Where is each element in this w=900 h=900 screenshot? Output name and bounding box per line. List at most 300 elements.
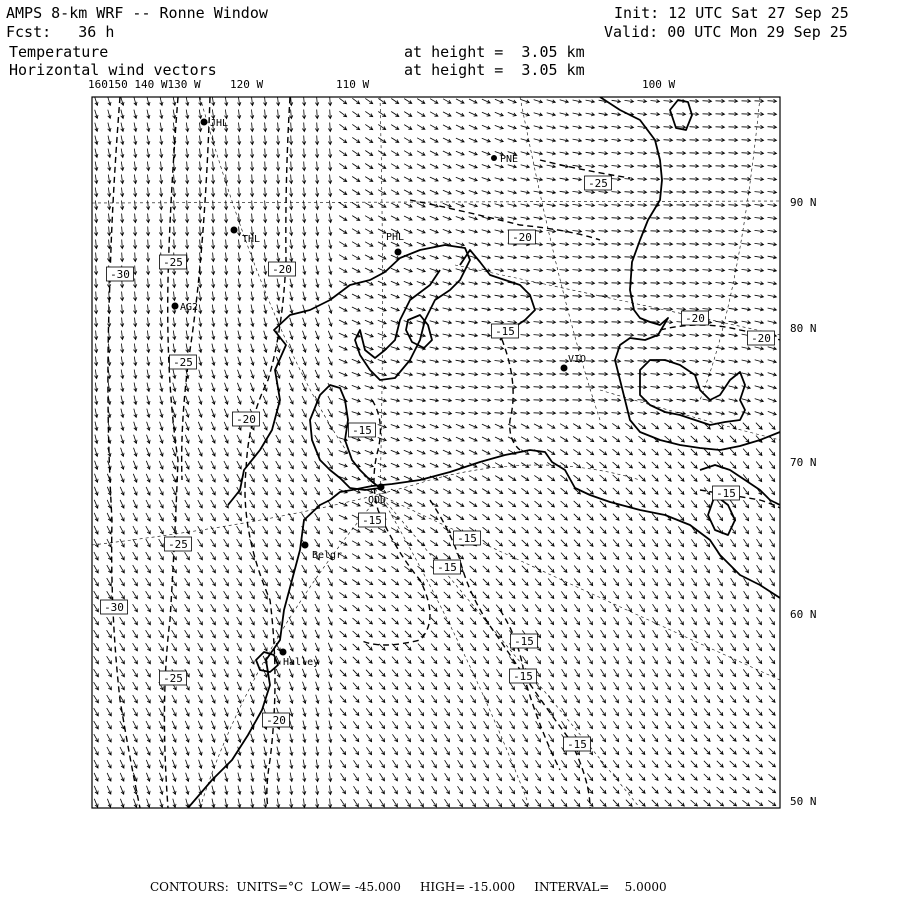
- wind-arrow: [521, 476, 528, 481]
- wind-arrow: [573, 152, 582, 155]
- wind-arrow: [121, 383, 124, 392]
- wind-arrow: [316, 734, 319, 743]
- wind-arrow: [756, 643, 761, 650]
- wind-arrow: [431, 708, 436, 715]
- wind-arrow: [134, 149, 137, 158]
- wind-arrow: [677, 203, 686, 206]
- wind-arrow: [640, 591, 645, 598]
- wind-arrow: [768, 230, 777, 233]
- wind-arrow: [457, 579, 464, 585]
- wind-arrow: [378, 528, 386, 532]
- wind-arrow: [638, 359, 647, 362]
- wind-arrow: [94, 786, 98, 794]
- wind-arrow: [160, 175, 163, 184]
- wind-arrow: [404, 99, 412, 104]
- wind-arrow: [639, 449, 646, 455]
- wind-arrow: [523, 747, 528, 755]
- wind-arrow: [185, 201, 188, 210]
- wind-arrow: [586, 191, 595, 194]
- wind-arrow: [508, 126, 516, 130]
- wind-arrow: [458, 799, 463, 806]
- wind-arrow: [159, 617, 164, 625]
- wind-arrow: [316, 318, 320, 327]
- wind-arrow: [742, 321, 751, 324]
- wind-arrow: [625, 423, 632, 428]
- wind-arrow: [677, 399, 686, 402]
- wind-arrow: [443, 99, 451, 103]
- wind-arrow: [509, 527, 516, 533]
- wind-arrow: [353, 683, 359, 690]
- wind-arrow: [172, 734, 176, 742]
- wind-arrow: [755, 204, 764, 207]
- contour-label: -15: [457, 532, 477, 545]
- wind-arrow: [443, 177, 451, 181]
- wind-arrow: [742, 243, 751, 246]
- wind-arrow: [510, 734, 515, 742]
- wind-arrow: [508, 139, 517, 142]
- wind-arrow: [626, 761, 632, 768]
- wind-arrow: [626, 488, 632, 494]
- wind-arrow: [404, 125, 412, 130]
- wind-arrow: [302, 383, 306, 391]
- wind-arrow: [535, 514, 542, 520]
- station-label-thl: THL: [242, 234, 261, 245]
- wind-arrow: [419, 760, 424, 768]
- wind-arrow: [469, 138, 477, 142]
- wind-arrow: [198, 591, 203, 599]
- wind-arrow: [290, 799, 293, 808]
- wind-arrow: [315, 539, 320, 547]
- wind-arrow: [444, 592, 450, 598]
- wind-arrow: [302, 669, 306, 677]
- wind-arrow: [521, 100, 529, 104]
- wind-arrow: [159, 500, 163, 508]
- wind-arrow: [224, 201, 227, 210]
- wind-arrow: [574, 527, 580, 533]
- wind-arrow: [94, 578, 99, 586]
- wind-arrow: [417, 164, 425, 168]
- wind-arrow: [445, 734, 450, 742]
- wind-arrow: [186, 97, 189, 106]
- wind-arrow: [456, 412, 465, 415]
- wind-arrow: [458, 760, 463, 768]
- wind-arrow: [756, 630, 761, 637]
- wind-arrow: [535, 592, 541, 599]
- wind-arrow: [456, 334, 465, 337]
- wind-arrow: [613, 774, 619, 781]
- wind-arrow: [160, 409, 163, 418]
- wind-arrow: [574, 760, 579, 767]
- wind-arrow: [289, 526, 294, 534]
- wind-arrow: [626, 565, 631, 572]
- wind-arrow: [378, 450, 386, 454]
- wind-arrow: [199, 344, 202, 353]
- wind-arrow: [339, 281, 347, 285]
- wind-arrow: [198, 461, 202, 469]
- wind-arrow: [495, 450, 503, 454]
- wind-arrow: [418, 657, 424, 664]
- wind-arrow: [238, 110, 241, 119]
- wind-arrow: [703, 255, 712, 258]
- wind-arrow: [717, 682, 722, 689]
- wind-arrow: [691, 449, 697, 455]
- wind-arrow: [352, 242, 360, 247]
- wind-arrow: [263, 370, 267, 378]
- wind-arrow: [417, 424, 425, 428]
- wind-arrow: [198, 227, 201, 236]
- wind-arrow: [508, 191, 517, 194]
- wind-arrow: [365, 98, 372, 103]
- wind-arrow: [471, 747, 476, 755]
- wind-arrow: [212, 253, 215, 262]
- wind-arrow: [212, 149, 215, 158]
- wind-arrow: [185, 591, 190, 599]
- wind-arrow: [316, 253, 319, 262]
- wind-arrow: [574, 553, 580, 560]
- wind-arrow: [339, 307, 347, 311]
- wind-arrow: [264, 266, 267, 275]
- wind-arrow: [147, 110, 150, 119]
- wind-arrow: [651, 255, 660, 258]
- wind-arrow: [172, 188, 175, 197]
- wind-arrow: [692, 578, 697, 586]
- wind-arrow: [691, 761, 697, 768]
- wind-arrow: [121, 123, 124, 132]
- wind-arrow: [769, 630, 774, 637]
- wind-arrow: [717, 436, 723, 442]
- wind-arrow: [212, 396, 216, 404]
- wind-arrow: [315, 513, 320, 521]
- wind-arrow: [211, 214, 214, 223]
- wind-arrow: [613, 449, 620, 455]
- wind-arrow: [625, 346, 634, 349]
- wind-arrow: [482, 373, 491, 376]
- wind-arrow: [614, 604, 619, 611]
- wind-arrow: [729, 243, 738, 246]
- wind-arrow: [560, 269, 569, 272]
- grounding-line: [228, 245, 470, 505]
- wind-arrow: [405, 721, 410, 728]
- wind-arrow: [339, 464, 347, 468]
- wind-arrow: [716, 282, 725, 285]
- wind-arrow: [95, 461, 98, 470]
- wind-arrow: [534, 385, 543, 388]
- wind-arrow: [379, 721, 384, 728]
- wind-arrow: [406, 773, 411, 781]
- wind-arrow: [560, 346, 569, 349]
- wind-arrow: [366, 670, 372, 677]
- wind-arrow: [770, 526, 775, 534]
- wind-arrow: [366, 631, 373, 637]
- wind-arrow: [768, 243, 777, 246]
- wind-arrow: [404, 347, 413, 350]
- wind-arrow: [303, 721, 306, 730]
- wind-arrow: [238, 799, 241, 808]
- wind-arrow: [432, 760, 437, 768]
- wind-arrow: [639, 488, 645, 495]
- wind-arrow: [523, 773, 528, 780]
- grid-line-70n: [600, 390, 780, 440]
- wind-arrow: [547, 204, 556, 207]
- wind-arrow: [430, 164, 438, 168]
- wind-arrow: [731, 578, 736, 586]
- wind-arrow: [692, 617, 697, 625]
- wind-arrow: [95, 474, 99, 482]
- wind-arrow: [430, 489, 438, 493]
- wind-arrow: [172, 721, 176, 729]
- wind-arrow: [315, 578, 319, 586]
- wind-arrow: [456, 99, 464, 103]
- wind-arrow: [94, 734, 98, 742]
- wind-arrow: [146, 565, 151, 573]
- wind-arrow: [303, 760, 306, 769]
- wind-arrow: [120, 747, 124, 755]
- wind-arrow: [469, 334, 478, 337]
- wind-arrow: [768, 386, 777, 389]
- wind-arrow: [160, 370, 163, 379]
- wind-arrow: [237, 474, 241, 482]
- wind-arrow: [212, 318, 215, 327]
- wind-arrow: [521, 411, 530, 414]
- wind-arrow: [639, 514, 645, 521]
- wind-arrow: [548, 501, 555, 507]
- wind-arrow: [744, 526, 749, 533]
- wind-arrow: [717, 774, 724, 780]
- wind-arrow: [95, 97, 98, 106]
- wind-arrow: [482, 243, 491, 246]
- wind-arrow: [521, 372, 530, 375]
- wind-arrow: [458, 708, 463, 715]
- wind-arrow: [160, 149, 163, 158]
- wind-arrow: [198, 422, 202, 430]
- wind-arrow: [456, 190, 464, 194]
- wind-arrow: [315, 110, 318, 119]
- wind-arrow: [523, 708, 528, 716]
- wind-arrow: [600, 565, 605, 572]
- wind-arrow: [315, 591, 319, 599]
- wind-arrow: [211, 552, 216, 560]
- wind-arrow: [534, 165, 543, 168]
- wind-arrow: [457, 656, 462, 663]
- wind-arrow: [238, 773, 241, 782]
- wind-arrow: [224, 578, 229, 586]
- wind-arrow: [378, 579, 385, 584]
- wind-arrow: [277, 344, 281, 353]
- wind-arrow: [264, 214, 267, 223]
- wind-arrow: [251, 318, 254, 327]
- wind-arrow: [769, 709, 775, 716]
- wind-arrow: [159, 214, 162, 223]
- wind-arrow: [107, 513, 111, 521]
- wind-arrow: [703, 190, 712, 193]
- wind-arrow: [352, 98, 359, 103]
- wind-arrow: [653, 682, 658, 689]
- wind-arrow: [626, 578, 631, 585]
- wind-arrow: [379, 708, 384, 715]
- wind-arrow: [730, 761, 737, 767]
- wind-arrow: [456, 151, 464, 155]
- wind-arrow: [534, 269, 543, 272]
- wind-arrow: [496, 553, 503, 559]
- wind-arrow: [417, 412, 426, 415]
- wind-arrow: [757, 513, 762, 520]
- wind-arrow: [264, 344, 267, 353]
- wind-arrow: [665, 501, 671, 508]
- wind-arrow: [146, 253, 149, 262]
- wind-arrow: [211, 656, 215, 664]
- wind-arrow: [599, 424, 606, 429]
- wind-arrow: [417, 373, 426, 376]
- wind-arrow: [107, 240, 110, 249]
- wind-arrow: [430, 540, 437, 545]
- wind-arrow: [755, 243, 764, 246]
- wind-arrow: [302, 422, 306, 430]
- wind-arrow: [328, 409, 332, 417]
- wind-arrow: [666, 617, 671, 625]
- wind-arrow: [678, 488, 684, 495]
- wind-arrow: [445, 708, 450, 715]
- wind-arrow: [404, 502, 412, 506]
- wind-arrow: [729, 308, 738, 311]
- wind-arrow: [742, 177, 751, 180]
- wind-arrow: [379, 683, 385, 690]
- wind-arrow: [665, 735, 671, 742]
- wind-arrow: [339, 320, 347, 324]
- wind-arrow: [430, 360, 439, 363]
- wind-arrow: [277, 110, 280, 119]
- wind-arrow: [329, 773, 332, 782]
- wind-arrow: [586, 230, 595, 233]
- wind-arrow: [328, 448, 333, 456]
- wind-arrow: [497, 682, 502, 689]
- wind-arrow: [238, 240, 241, 249]
- wind-arrow: [391, 399, 400, 402]
- wind-arrow: [599, 255, 608, 258]
- wind-arrow: [600, 787, 606, 794]
- wind-arrow: [264, 227, 267, 236]
- wind-arrow: [547, 269, 556, 272]
- wind-arrow: [133, 630, 138, 638]
- wind-arrow: [677, 268, 686, 271]
- wind-arrow: [652, 475, 658, 481]
- wind-arrow: [418, 592, 425, 598]
- wind-arrow: [404, 229, 412, 233]
- wind-arrow: [731, 552, 736, 560]
- wind-arrow: [561, 566, 567, 573]
- wind-arrow: [703, 386, 712, 389]
- wind-arrow: [508, 463, 516, 468]
- wind-arrow: [263, 162, 266, 171]
- wind-arrow: [521, 126, 530, 129]
- wind-arrow: [704, 475, 710, 482]
- wind-arrow: [302, 630, 306, 638]
- wind-arrow: [365, 307, 373, 311]
- wind-arrow: [443, 502, 451, 507]
- wind-arrow: [484, 721, 489, 729]
- wind-arrow: [430, 190, 438, 194]
- wind-arrow: [665, 552, 670, 559]
- wind-arrow: [651, 164, 660, 167]
- wind-arrow: [251, 786, 254, 795]
- wind-arrow: [471, 695, 476, 702]
- wind-arrow: [198, 175, 201, 184]
- wind-arrow: [639, 565, 644, 572]
- wind-arrow: [391, 566, 398, 571]
- wind-arrow: [444, 631, 450, 638]
- wind-arrow: [652, 695, 657, 702]
- wind-arrow: [664, 307, 673, 310]
- wind-arrow: [315, 422, 319, 430]
- wind-arrow: [599, 191, 608, 194]
- wind-arrow: [366, 605, 373, 611]
- wind-arrow: [329, 708, 332, 717]
- wind-arrow: [612, 268, 621, 271]
- wind-arrow: [690, 347, 699, 350]
- wind-arrow: [704, 800, 711, 806]
- wind-arrow: [573, 178, 582, 181]
- wind-arrow: [743, 774, 750, 780]
- wind-arrow: [212, 344, 215, 353]
- wind-arrow: [250, 708, 254, 716]
- wind-arrow: [94, 799, 98, 807]
- wind-arrow: [509, 566, 515, 572]
- wind-arrow: [185, 578, 190, 586]
- wind-arrow: [251, 123, 254, 132]
- wind-arrow: [134, 136, 137, 145]
- wind-arrow: [276, 487, 281, 495]
- wind-arrow: [560, 307, 569, 310]
- wind-arrow: [391, 125, 399, 130]
- wind-arrow: [353, 696, 359, 703]
- lat-label-70n: 70 N: [790, 456, 817, 469]
- contour-label: -20: [266, 714, 286, 727]
- wind-arrow: [705, 656, 710, 663]
- wind-arrow: [731, 643, 736, 650]
- contour-labels: [101, 176, 775, 751]
- wind-arrow: [365, 320, 373, 324]
- wind-arrow: [677, 190, 686, 193]
- wind-arrow: [430, 553, 437, 558]
- wind-arrow: [768, 165, 777, 168]
- wind-arrow: [302, 344, 306, 352]
- wind-arrow: [352, 412, 361, 415]
- wind-arrow: [756, 722, 762, 729]
- wind-arrow: [315, 487, 320, 495]
- wind-arrow: [94, 279, 97, 288]
- wind-arrow: [378, 125, 385, 130]
- wind-arrow: [666, 578, 671, 585]
- wind-arrow: [768, 373, 777, 376]
- wind-arrow: [391, 164, 399, 169]
- wind-arrow: [743, 696, 749, 703]
- wind-arrow: [651, 346, 660, 349]
- wind-arrow: [277, 760, 280, 769]
- wind-arrow: [290, 773, 293, 782]
- wind-arrow: [510, 695, 515, 703]
- wind-arrow: [352, 137, 359, 142]
- wind-arrow: [534, 321, 543, 324]
- wind-arrow: [443, 489, 451, 493]
- wind-arrow: [289, 461, 294, 469]
- wind-arrow: [198, 708, 202, 716]
- wind-arrow: [443, 282, 452, 285]
- field-temperature: Temperature: [9, 43, 109, 61]
- wind-arrow: [238, 279, 241, 288]
- wind-arrow: [573, 333, 582, 336]
- wind-arrow: [769, 774, 776, 780]
- wind-arrow: [120, 292, 123, 301]
- wind-arrow: [469, 217, 478, 220]
